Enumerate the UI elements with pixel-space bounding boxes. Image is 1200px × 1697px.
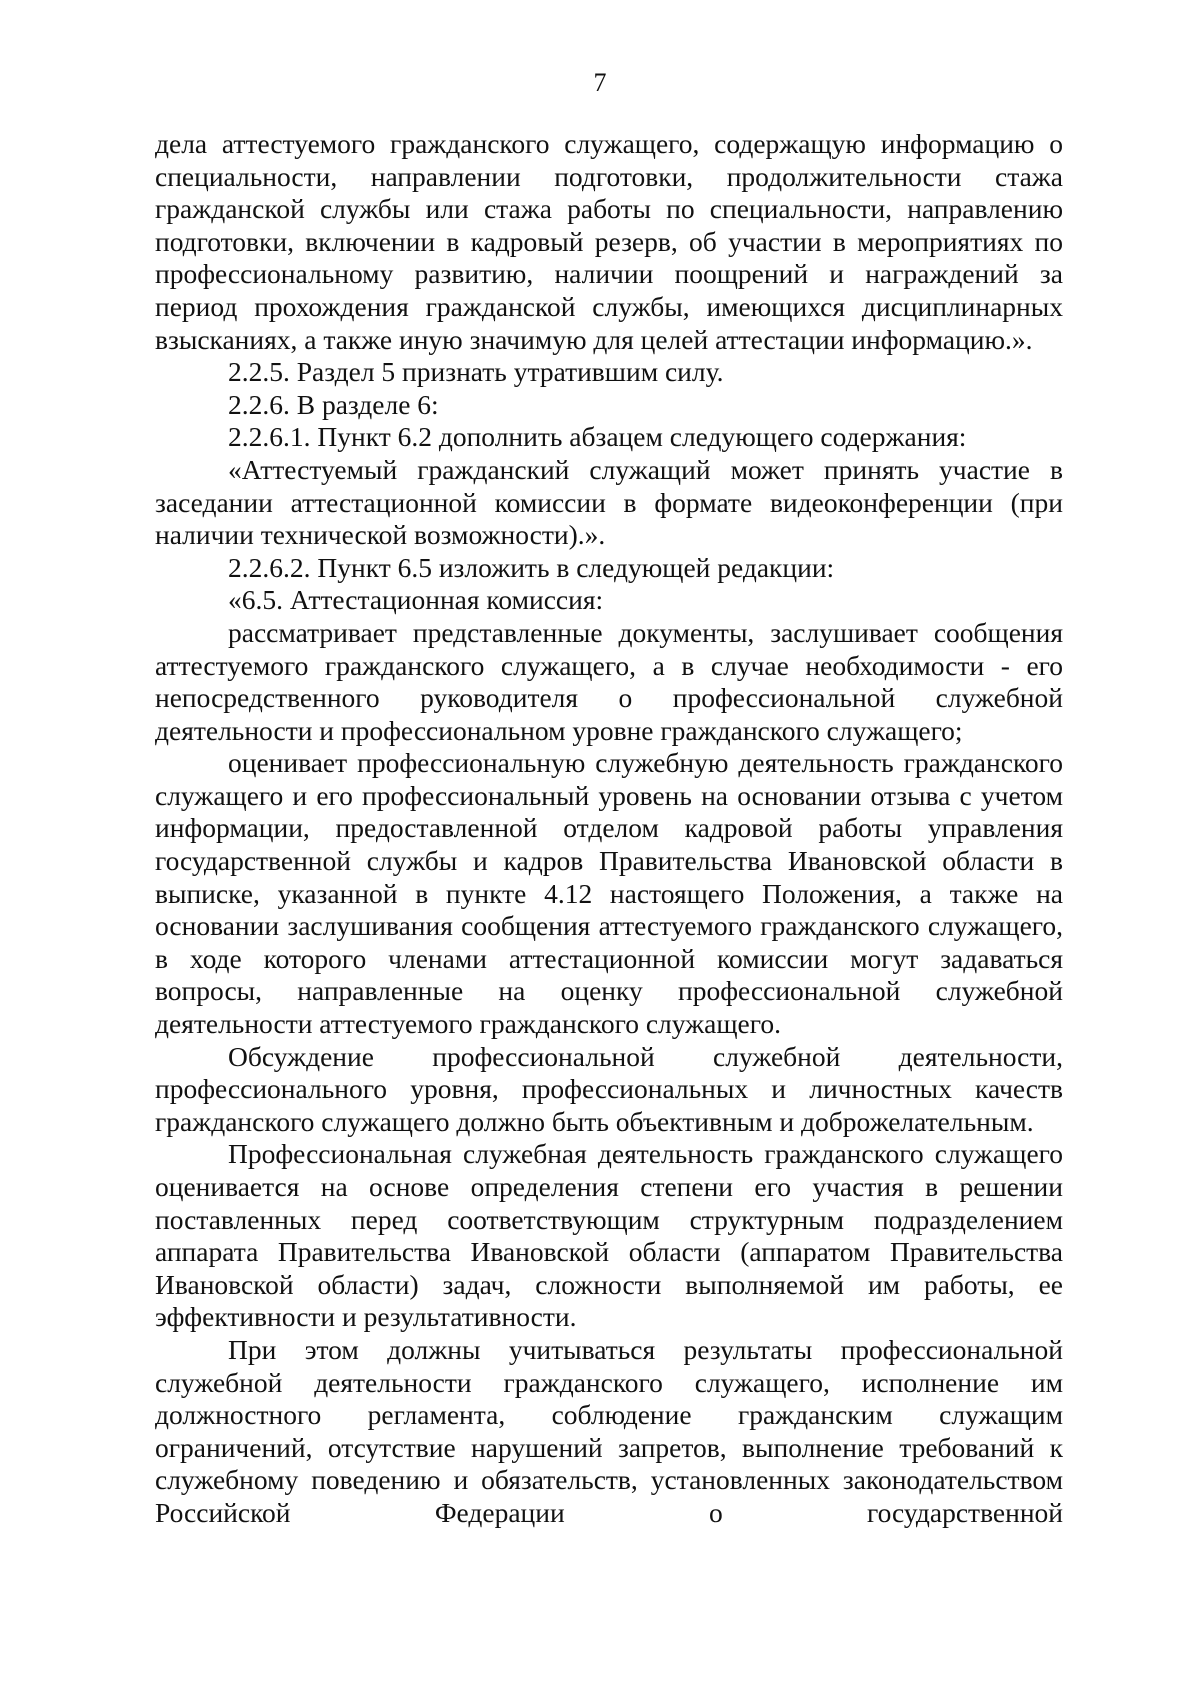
paragraph-continuation: дела аттестуемого гражданского служащего, содержащую информацию о специальности, направлении подготовки, продолжительности стажа гражданской службы или стажа работы по специальности, направлению подготовки, включении в кадровый резерв, об участии в мероприятиях по профессиональному развитию, наличии поощрений и награждений за период прохождения гражданской службы, имеющихся дисциплинарных взысканиях, а также иную значимую для целей аттестации информацию.». xyxy=(155,128,1063,355)
paragraph-2-2-6: 2.2.6. В разделе 6: xyxy=(228,388,439,420)
paragraph-activity-assessment: Профессиональная служебная деятельность гражданского служащего оценивается на основе определения степени его участия в решении поставленных перед соответствующим структурным подразделением аппарата Правительства Ивановской области (аппаратом Правительства Ивановской области) задач, сложности выполняемой им работы, ее эффективности и результативности. xyxy=(155,1138,1063,1333)
paragraph-2-2-6-2: 2.2.6.2. Пункт 6.5 изложить в следующей редакции: xyxy=(228,551,835,583)
paragraph-discussion: Обсуждение профессиональной служебной деятельности, профессионального уровня, профессиональных и личностных качеств гражданского служащего должно быть объективным и доброжелательным. xyxy=(155,1040,1063,1137)
paragraph-6-5-heading: «6.5. Аттестационная комиссия: xyxy=(228,584,604,616)
paragraph-2-2-5: 2.2.5. Раздел 5 признать утратившим силу. xyxy=(228,356,724,388)
paragraph-considers-documents: рассматривает представленные документы, заслушивает сообщения аттестуемого гражданского служащего, а в случае необходимости - его непосредственного руководителя о профессиональной служебной деятельности и профессиональном уровне гражданского служащего; xyxy=(155,616,1063,746)
paragraph-evaluates-activity: оценивает профессиональную служебную деятельность гражданского служащего и его профессиональный уровень на основании отзыва с учетом информации, предоставленной отделом кадровой работы управления государственной службы и кадров Правительства Ивановской области в выписке, указанной в пункте 4.12 настоящего Положения, а также на основании заслушивания сообщения аттестуемого гражданского служащего, в ходе которого членами аттестационной комиссии могут задаваться вопросы, направленные на оценку профессиональной служебной деятельности аттестуемого гражданского служащего. xyxy=(155,747,1063,1040)
paragraph-results-considered: При этом должны учитываться результаты профессиональной служебной деятельности гражданского служащего, исполнение им должностного регламента, соблюдение гражданским служащим ограничений, отсутствие нарушений запретов, выполнение требований к служебному поведению и обязательств, установленных законодательством Российской Федерации о государственной xyxy=(155,1333,1063,1528)
page-number: 7 xyxy=(593,68,607,97)
document-body xyxy=(155,128,1063,1530)
paragraph-quote-videoconference: «Аттестуемый гражданский служащий может принять участие в заседании аттестационной комиссии в формате видеоконференции (при наличии технической возможности).». xyxy=(155,453,1063,551)
paragraph-2-2-6-1: 2.2.6.1. Пункт 6.2 дополнить абзацем следующего содержания: xyxy=(228,421,967,453)
